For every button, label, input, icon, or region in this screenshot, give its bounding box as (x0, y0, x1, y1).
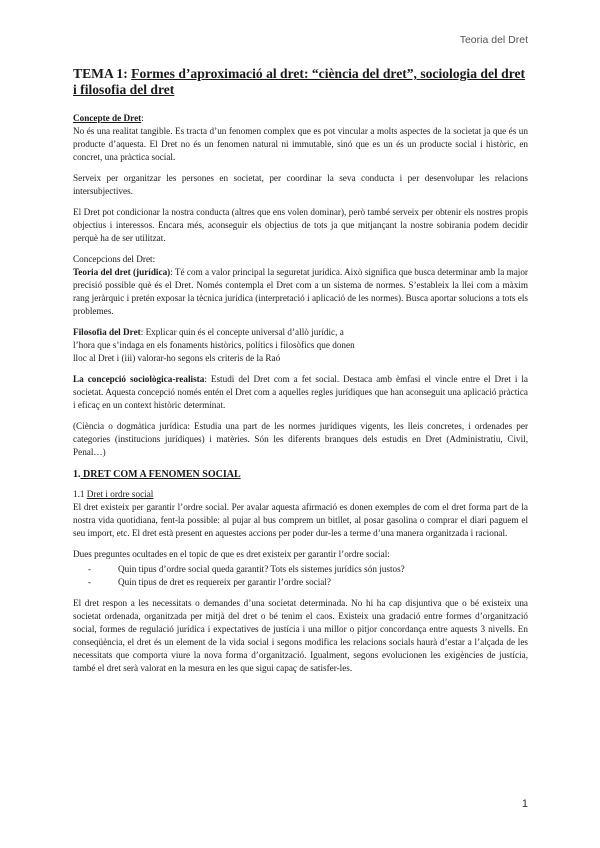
section-1-heading: 1. DRET COM A FENOMEN SOCIAL (73, 469, 241, 480)
teoria-paragraph: Teoria del dret (jurídica): Té com a valor principal la seguretat jurídica. Això significa que busca determinar amb la major precisió possible què és el Dret. Només contempla el Dret com a un sistema de normes. S’estableix la llei com a màxim rang jeràrquic i pretén exposar la tècnica jurídica (interpretació i aplicació de les normes). Busca aportar solucions a tots els problemes. (73, 267, 528, 316)
document-body (73, 66, 528, 675)
title-main: Formes d’aproximació al dret: “ciència del dret”, sociologia del dret i filosofia del dret (73, 66, 526, 97)
filosofia-label: Filosofia del Dret (73, 327, 141, 337)
questions-intro: Dues preguntes ocultades en el topic de que es dret existeix per garantir l’ordre social: (73, 549, 390, 559)
sociologica-paragraph: La concepció sociològica-realista: Estudi del Dret com a fet social. Destaca amb èmfasi el vincle entre el Dret i la societat. Aquesta concepció només entén el Dret com a aquelles regles jurídiques que han aconseguit una aplicació pràctica i eficaç en un context històric determinat. (73, 374, 528, 410)
concepte-paragraph-2: Serveix per organitzar les persones en societat, per coordinar la seva conducta i per desenvolupar les relacions intersubjectives. (73, 173, 528, 196)
concepte-paragraph-3: El Dret pot condicionar la nostra conducta (altres que ens volen dominar), però també serveix per obtenir els nostres propis objectius i interessos. Encara més, aconseguir els objectius de tots ja que mitjançant la nostre sobirania podem decidir perquè ha de ser utilitzat. (73, 207, 528, 243)
concepcions-intro: Concepcions del Dret: (73, 254, 156, 264)
concepte-heading: Concepte de Dret: (73, 113, 144, 123)
section-1-1-paragraph-2: El dret respon a les necessitats o demandes d’una societat determinada. No hi ha cap disjuntiva que o bé existeix una societat ordenada, organitzada per mitjà del dret o bé tenim el caos. Existeix una gradació entre formes d’organització social, formes de regulació jurídica i expectatives de justícia i una millor o pitjor concordança entre aquests 3 nivells. En conseqüència, el dret és un element de la vida social i segons modifica les relacions socials haurà d’estar a l’alçada de les necessitats que comporta viure la nova forma d’organització. Igualment, segons evolucionen les exigències de justícia, també el dret serà valorat en la mesura en les que sigui capaç de satisfer-les. (73, 598, 528, 673)
questions-list (73, 563, 528, 589)
teoria-label: Teoria del dret (jurídica) (73, 267, 171, 277)
list-item: - Quin tipus d’ordre social queda garantit? Tots els sistemes jurídics són justos? (88, 563, 528, 576)
section-1-1-paragraph-1: El dret existeix per garantir l’ordre social. Per avalar aquesta afirmació es donen exemples de com el dret forma part de la nostra vida quotidiana, fent-la possible: al pujar al bus comprem un bitllet, al posar gasolina o comprar el diari paguem el seu import, etc. El dret està present en aquestes accions per poder dur-les a terme d’una manera organitzada i racional. (73, 502, 528, 538)
list-item: - Quin tipus de dret es requereix per garantir l’ordre social? (88, 576, 528, 589)
running-header: Teoria del Dret (459, 34, 528, 46)
filosofia-line-2: l’hora que s’indaga en els fonaments històrics, polítics i filosòfics que donen (73, 340, 355, 350)
document-title (73, 66, 528, 98)
title-prefix: TEMA 1: (73, 66, 132, 81)
concepte-paragraph-1: No és una realitat tangible. Es tracta d’un fenomen complex que es pot vincular a molts aspectes de la societat ja que és un producte d’aquesta. El Dret no és un fenomen natural ni immutable, sinó que es un és un producte social i històric, en concret, una pràctica social. (73, 126, 528, 162)
page-number: 1 (521, 798, 528, 810)
filosofia-line-3: lloc al Dret i (iii) valorar-ho segons els criteris de la Raó (73, 353, 281, 363)
section-1-1-heading: 1.1 Dret i ordre social (73, 489, 154, 499)
dogmatica-paragraph: (Ciència o dogmàtica jurídica: Estudia una part de les normes jurídiques vigents, les lleis concretes, i ordenades per categories (institucions jurídiques) i matèries. Són les diferents branques dels estudis en Dret (Administratiu, Civil, Penal…) (73, 421, 528, 457)
filosofia-paragraph: Filosofia del Dret: Explicar quin és el concepte universal d’allò jurídic, a (73, 327, 344, 337)
sociologica-label: La concepció sociològica-realista (73, 374, 205, 384)
